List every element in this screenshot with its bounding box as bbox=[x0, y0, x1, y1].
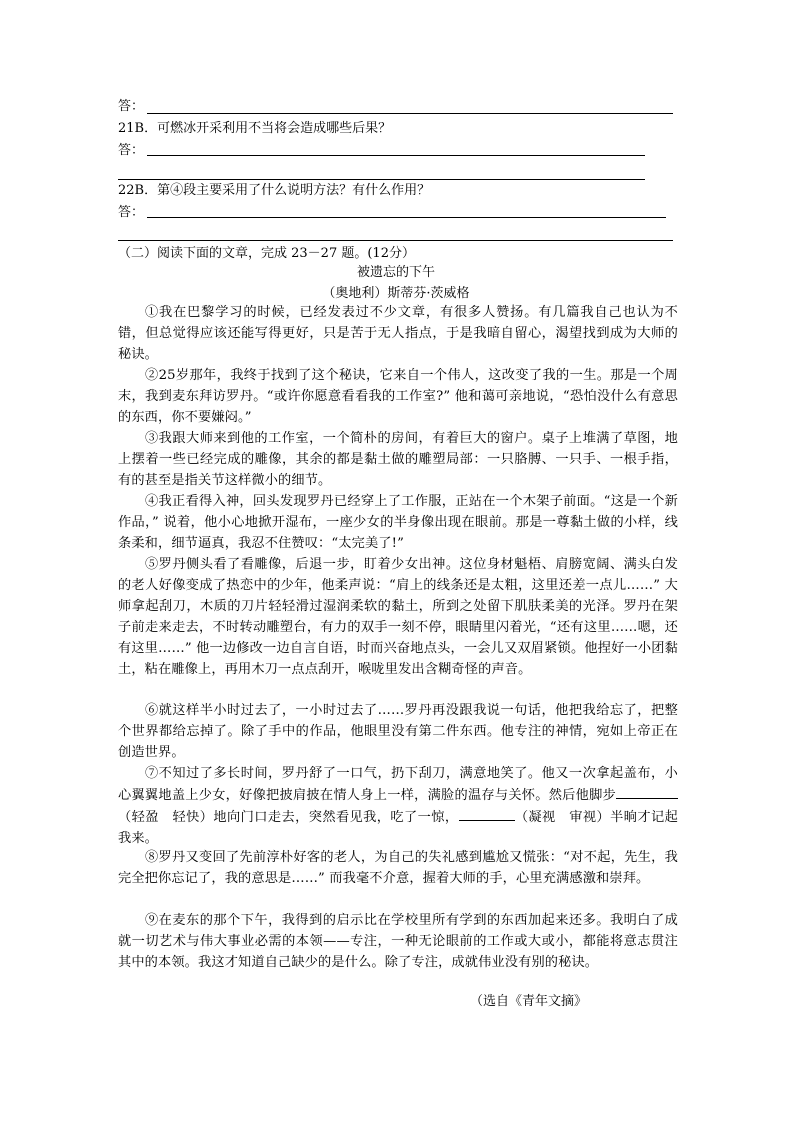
fill-blank-1[interactable] bbox=[616, 785, 678, 799]
fill-blank-2[interactable] bbox=[459, 807, 515, 821]
answer-label: 答： bbox=[118, 99, 145, 114]
paragraph-7-start: ⑦不知过了多长时间，罗丹舒了一口气，扔下刮刀，满意地笑了。他又一次拿起盖布，小心翼翼地盖上少女，好像把披肩披在情人身上一样，满脸的温存与关怀。然后他脚步 bbox=[118, 766, 678, 803]
question-22b: 22B．第④段主要采用了什么说明方法？有什么作用？ bbox=[118, 183, 431, 198]
question-21b: 21B．可燃冰开采利用不当将会造成哪些后果？ bbox=[118, 121, 392, 136]
answer-label: 答： bbox=[118, 143, 145, 158]
paragraph-2: ②25岁那年，我终于找到了这个秘诀，它来自一个伟人，这改变了我的一生。那是一个周末，我到麦东拜访罗丹。“或许你愿意看看我的工作室?” 他和蔼可亲地说，“恐怕没什么有意思的东西，你不要嫌闷。” bbox=[118, 368, 678, 425]
paragraph-7-option-2: （凝视 审视） bbox=[514, 809, 611, 825]
section-header: （二）阅读下面的文章，完成 23－27 题。(12分） bbox=[118, 246, 415, 261]
answer-label: 答： bbox=[118, 205, 145, 220]
paragraph-1: ①我在巴黎学习的时候，已经发表过不少文章，有很多人赞扬。有几篇我自己也认为不错，但总觉得应该还能写得更好，只是苦于无人指点，于是我暗自留心，渴望找到成为大师的秘诀。 bbox=[118, 305, 678, 362]
paragraph-3: ③我跟大师来到他的工作室，一个简朴的房间，有着巨大的窗户。桌子上堆满了草图，地上摆着一些已经完成的雕像，其余的都是黏土做的雕塑局部：一只胳膊、一只手、一根手指，有的甚至是指关节这样微小的细节。 bbox=[118, 431, 678, 488]
answer-line bbox=[118, 240, 673, 241]
answer-line bbox=[147, 217, 666, 218]
paragraph-8: ⑧罗丹又变回了先前淳朴好客的老人，为自己的失礼感到尴尬又慌张：“对不起，先生，我完全把你忘记了，我的意思是……” 而我毫不介意，握着大师的手，心里充满感激和崇拜。 bbox=[118, 850, 678, 886]
paragraph-7-option-1: （轻盈 轻快）地向门口走去，突然看见我，吃了一惊， bbox=[118, 809, 459, 825]
paragraph-4: ④我正看得入神，回头发现罗丹已经穿上了工作服，正站在一个木架子前面。“这是一个新作品，” 说着，他小心地掀开湿布，一座少女的半身像出现在眼前。那是一尊黏土做的小样，线条柔和，细节逼真，我忍不住赞叹：“太完美了!” bbox=[118, 494, 678, 551]
answer-line bbox=[147, 113, 673, 114]
article-title: 被遗忘的下午 bbox=[356, 265, 435, 280]
paragraph-9: ⑨在麦东的那个下午，我得到的启示比在学校里所有学到的东西加起来还多。我明白了成就一切艺术与伟大事业必需的本领——专注，一种无论眼前的工作或大或小，都能将意志贯注其中的本领。我这才知道自己缺少的是什么。除了专注，成就伟业没有别的秘诀。 bbox=[118, 913, 678, 970]
paragraph-6: ⑥就这样半小时过去了，一小时过去了……罗丹再没跟我说一句话，他把我给忘了，把整个世界都给忘掉了。除了手中的作品，他眼里没有第二件东西。他专注的神情，宛如上帝正在创造世界。 bbox=[118, 703, 678, 760]
answer-line bbox=[118, 179, 645, 180]
paragraph-7 bbox=[118, 764, 678, 850]
article-author: （奥地利）斯蒂芬·茨威格 bbox=[322, 286, 470, 301]
answer-line bbox=[147, 155, 645, 156]
source-citation: （选自《青年文摘》 bbox=[470, 994, 588, 1009]
paragraph-5: ⑤罗丹侧头看了看雕像，后退一步，盯着少女出神。这位身材魁梧、肩膀宽阔、满头白发的老人好像变成了热恋中的少年，他柔声说：“肩上的线条还是太粗，这里还差一点儿……” 大师拿起刮刀，木质的刀片轻轻滑过湿润柔软的黏土，所到之处留下肌肤柔美的光泽。罗丹在架子前走来走去，不时转动雕塑台，有力的双手一刻不停，眼睛里闪着光，“还有这里……嗯，还有这里……” 他一边修改一边自言自语，时而兴奋地点头，一会儿又双眉紧锁。他捏好一小团黏土，粘在雕像上，再用木刀一点点刮开，喉咙里发出含糊奇怪的声音。 bbox=[118, 557, 678, 677]
paragraph-7-end: 半晌才记起我来。 bbox=[118, 809, 678, 846]
